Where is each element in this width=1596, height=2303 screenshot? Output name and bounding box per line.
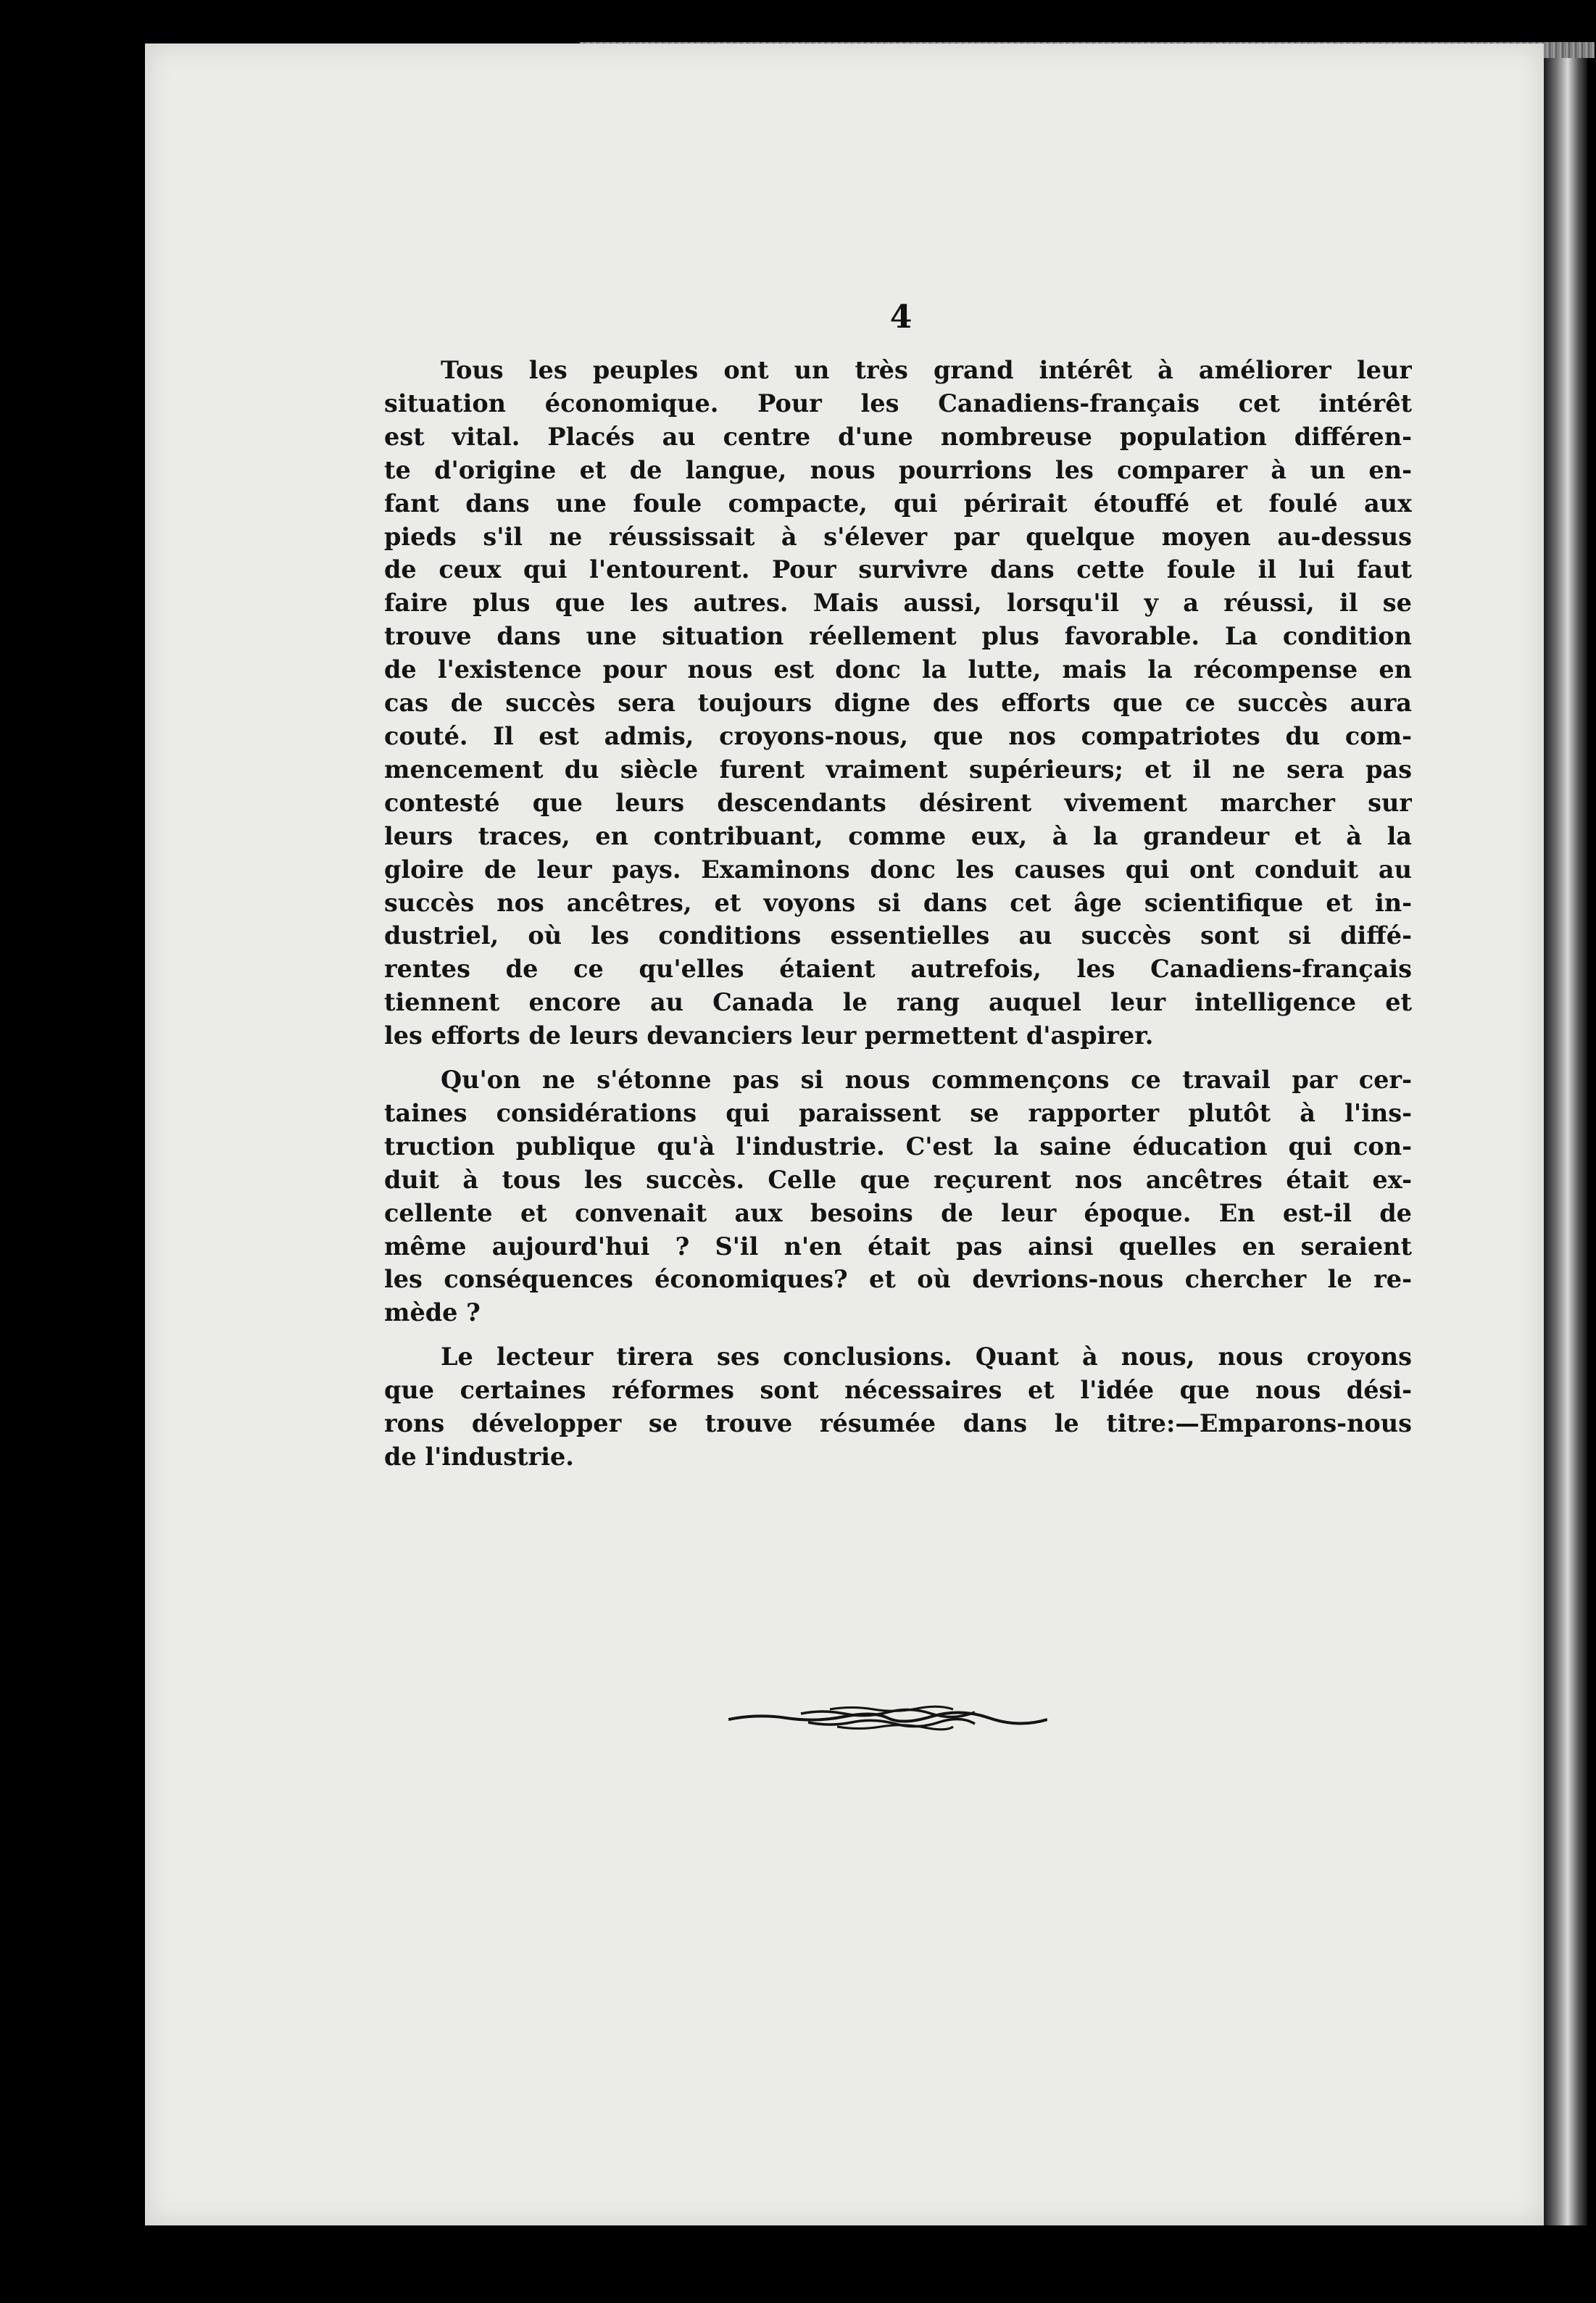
body-text [384,354,1412,1474]
paragraph-1 [384,354,1412,1053]
text-line: les conséquences économiques? et où devrions-nous chercher le re- [384,1265,1412,1294]
text-line: truction publique qu'à l'industrie. C'est la saine éducation qui con- [384,1132,1412,1161]
text-line: couté. Il est admis, croyons-nous, que nos compatriotes du com- [384,721,1412,750]
text-line: Qu'on ne s'étonne pas si nous commençons ce travail par cer- [441,1066,1412,1095]
text-line: mède ? [384,1298,481,1327]
text-line: gloire de leur pays. Examinons donc les causes qui ont conduit au [384,855,1412,884]
text-line: de l'industrie. [384,1443,574,1471]
text-line: tiennent encore au Canada le rang auquel leur intelligence et [384,988,1412,1017]
scan-right-edge [1544,58,1587,2225]
text-line: trouve dans une situation réellement plus favorable. La condition [384,622,1412,651]
paragraph-3 [384,1340,1412,1474]
text-line: rons développer se trouve résumée dans le titre:—Emparons-nous [384,1409,1412,1438]
page-number: 4 [889,299,913,336]
text-line: leurs traces, en contribuant, comme eux, à la grandeur et à la [384,821,1412,850]
text-line: de l'existence pour nous est donc la lutte, mais la récompense en [384,655,1412,684]
text-line: fant dans une foule compacte, qui périrait étouffé et foulé aux [384,489,1412,518]
text-line: faire plus que les autres. Mais aussi, lorsqu'il y a réussi, il se [384,589,1412,618]
text-line: les efforts de leurs devanciers leur permettent d'aspirer. [384,1021,1154,1050]
text-line: cas de succès sera toujours digne des efforts que ce succès aura [384,689,1412,718]
text-line: taines considérations qui paraissent se rapporter plutôt à l'ins- [384,1098,1412,1127]
text-line: duit à tous les succès. Celle que reçurent nos ancêtres était ex- [384,1165,1412,1194]
text-line: cellente et convenait aux besoins de leur époque. En est-il de [384,1198,1412,1227]
text-line: Tous les peuples ont un très grand intérêt à améliorer leur [441,356,1412,384]
text-line: mencement du siècle furent vraiment supérieurs; et il ne sera pas [384,755,1412,784]
text-line: succès nos ancêtres, et voyons si dans cet âge scientifique et in- [384,888,1412,917]
wavy-line-ornament-icon [728,1704,1047,1733]
text-line: Le lecteur tirera ses conclusions. Quant à nous, nous croyons [441,1343,1412,1372]
text-line: que certaines réformes sont nécessaires et l'idée que nous dési- [384,1376,1412,1405]
text-line: situation économique. Pour les Canadiens-français cet intérêt [384,389,1412,418]
text-line: est vital. Placés au centre d'une nombreuse population différen- [384,422,1412,451]
paragraph-2 [384,1063,1412,1329]
text-line: rentes de ce qu'elles étaient autrefois, les Canadiens-français [384,955,1412,984]
text-line: pieds s'il ne réussissait à s'élever par quelque moyen au-dessus [384,522,1412,551]
text-line: dustriel, où les conditions essentielles au succès sont si diffé- [384,921,1412,950]
text-line: même aujourd'hui ? S'il n'en était pas ainsi quelles en seraient [384,1232,1412,1261]
text-line: de ceux qui l'entourent. Pour survivre dans cette foule il lui faut [384,555,1412,584]
text-line: contesté que leurs descendants désirent vivement marcher sur [384,788,1412,817]
text-line: te d'origine et de langue, nous pourrions les comparer à un en- [384,455,1412,484]
